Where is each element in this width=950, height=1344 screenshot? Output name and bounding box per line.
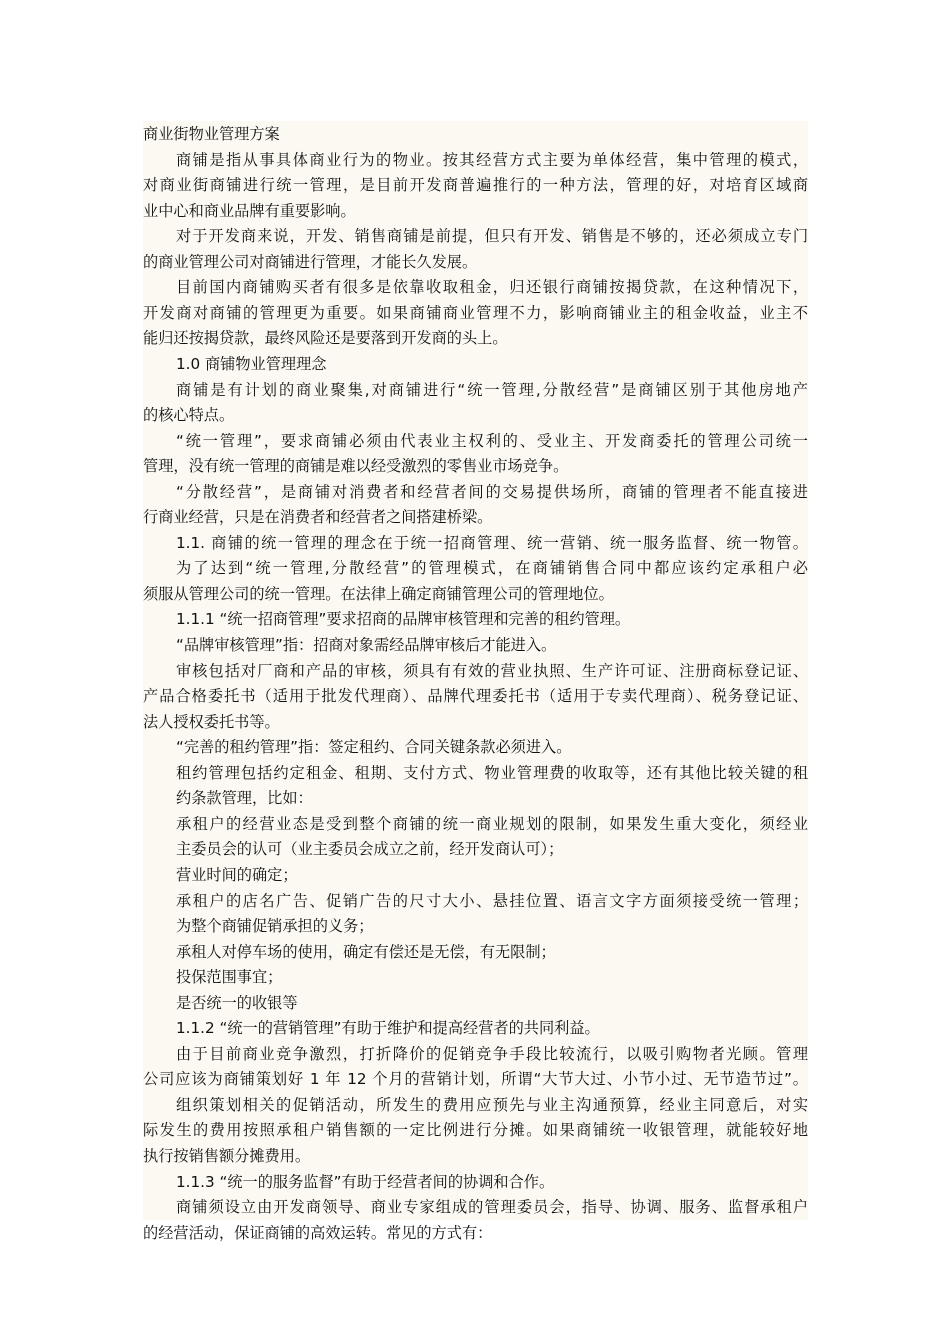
paragraph-line: 1.0 商铺物业管理理念 bbox=[176, 354, 327, 373]
paragraph-line: 的商业管理公司对商铺进行管理，才能长久发展。 bbox=[143, 252, 478, 271]
paragraph-line: “品牌审核管理”指：招商对象需经品牌审核后才能进入。 bbox=[176, 636, 557, 654]
document-title: 商业街物业管理方案 bbox=[143, 125, 280, 143]
paragraph-line: 管理，没有统一管理的商铺是难以经受激烈的零售业市场竞争。 bbox=[143, 457, 569, 476]
document-text-block bbox=[143, 121, 808, 1242]
paragraph-line: 目前国内商铺购买者有很多是依靠收取租金，归还银行商铺按揭贷款，在这种情况下， bbox=[176, 278, 808, 297]
paragraph-line: 由于目前商业竞争激烈，打折降价的促销竞争手段比较流行，以吸引购物者光顾。管理 bbox=[176, 1044, 808, 1063]
paragraph-line: 1.1.3 “统一的服务监督”有助于经营者间的协调和合作。 bbox=[176, 1172, 555, 1191]
paragraph-line: 的核心特点。 bbox=[143, 406, 235, 425]
paragraph-line: 商铺是有计划的商业聚集,对商铺进行“统一管理,分散经营”是商铺区别于其他房地产 bbox=[176, 380, 808, 399]
paragraph-line: 是否统一的收银等 bbox=[176, 993, 298, 1012]
paragraph-line: 商铺是指从事具体商业行为的物业。按其经营方式主要为单体经营，集中管理的模式， bbox=[176, 150, 808, 169]
paragraph-line: 为整个商铺促销承担的义务； bbox=[176, 917, 374, 936]
paragraph-line: 执行按销售额分摊费用。 bbox=[143, 1147, 311, 1165]
paragraph-line: 能归还按揭贷款，最终风险还是要落到开发商的头上。 bbox=[143, 329, 508, 348]
paragraph-line: “完善的租约管理”指：签定租约、合同关键条款必须进入。 bbox=[176, 738, 572, 757]
paragraph-line: 对于开发商来说，开发、销售商铺是前提，但只有开发、销售是不够的，还必须成立专门 bbox=[176, 227, 808, 246]
paragraph-line: 1.1.2 “统一的营销管理”有助于维护和提高经营者的共同利益。 bbox=[176, 1019, 600, 1038]
paragraph-line: 承租户的店名广告、促销广告的尺寸大小、悬挂位置、语言文字方面须接受统一管理； bbox=[176, 891, 808, 910]
paragraph-line: 1.1.1 “统一招商管理”要求招商的品牌审核管理和完善的租约管理。 bbox=[176, 610, 631, 629]
paragraph-line: 行商业经营，只是在消费者和经营者之间搭建桥梁。 bbox=[143, 508, 493, 527]
paragraph-line: 承租人对停车场的使用，确定有偿还是无偿，有无限制； bbox=[176, 942, 556, 961]
paragraph-line: 的经营活动，保证商铺的高效运转。常见的方式有： bbox=[143, 1223, 493, 1242]
paragraph-line: 1.1. 商铺的统一管理的理念在于统一招商管理、统一营销、统一服务监督、统一物管。 bbox=[176, 533, 808, 552]
paragraph-line: 产品合格委托书（适用于批发代理商）、品牌代理委托书（适用于专卖代理商）、税务登记证、 bbox=[143, 687, 808, 706]
paragraph-line: 审核包括对厂商和产品的审核，须具有有效的营业执照、生产许可证、注册商标登记证、 bbox=[176, 661, 808, 680]
paragraph-line: 公司应该为商铺策划好 1 年 12 个月的营销计划，所谓“大节大过、小节小过、无节造节过”。 bbox=[143, 1070, 808, 1089]
paragraph-line: 主委员会的认可（业主委员会成立之前，经开发商认可）； bbox=[176, 840, 564, 859]
paragraph-line: 须服从管理公司的统一管理。在法律上确定商铺管理公司的管理地位。 bbox=[143, 584, 614, 603]
paragraph-line: 业中心和商业品牌有重要影响。 bbox=[143, 201, 356, 220]
paragraph-line: 商铺须设立由开发商领导、商业专家组成的管理委员会，指导、协调、服务、监督承租户 bbox=[176, 1198, 808, 1217]
paragraph-line: 营业时间的确定； bbox=[176, 865, 298, 884]
paragraph-line: 投保范围事宜； bbox=[176, 968, 283, 987]
paragraph-line: 际发生的费用按照承租户销售额的一定比例进行分摊。如果商铺统一收银管理，就能较好地 bbox=[143, 1121, 808, 1140]
paragraph-line: 法人授权委托书等。 bbox=[143, 712, 280, 731]
paragraph-line: 组织策划相关的促销活动，所发生的费用应预先与业主沟通预算，经业主同意后，对实 bbox=[176, 1095, 808, 1114]
paragraph-line: 为了达到“统一管理,分散经营”的管理模式，在商铺销售合同中都应该约定承租户必 bbox=[176, 559, 808, 578]
paragraph-line: 租约管理包括约定租金、租期、支付方式、物业管理费的收取等，还有其他比较关键的租 bbox=[176, 763, 808, 782]
paragraph-line: 开发商对商铺的管理更为重要。如果商铺商业管理不力，影响商铺业主的租金收益，业主不 bbox=[143, 303, 808, 322]
paragraph-line: 约条款管理，比如： bbox=[176, 789, 313, 808]
paragraph-line: 对商业街商铺进行统一管理，是目前开发商普遍推行的一种方法，管理的好，对培育区域商 bbox=[143, 176, 808, 195]
paragraph-line: “分散经营”，是商铺对消费者和经营者间的交易提供场所，商铺的管理者不能直接进 bbox=[176, 482, 808, 501]
paragraph-line: “统一管理”，要求商铺必须由代表业主权利的、受业主、开发商委托的管理公司统一 bbox=[176, 431, 808, 450]
paragraph-line: 承租户的经营业态是受到整个商铺的统一商业规划的限制，如果发生重大变化，须经业 bbox=[176, 814, 808, 833]
